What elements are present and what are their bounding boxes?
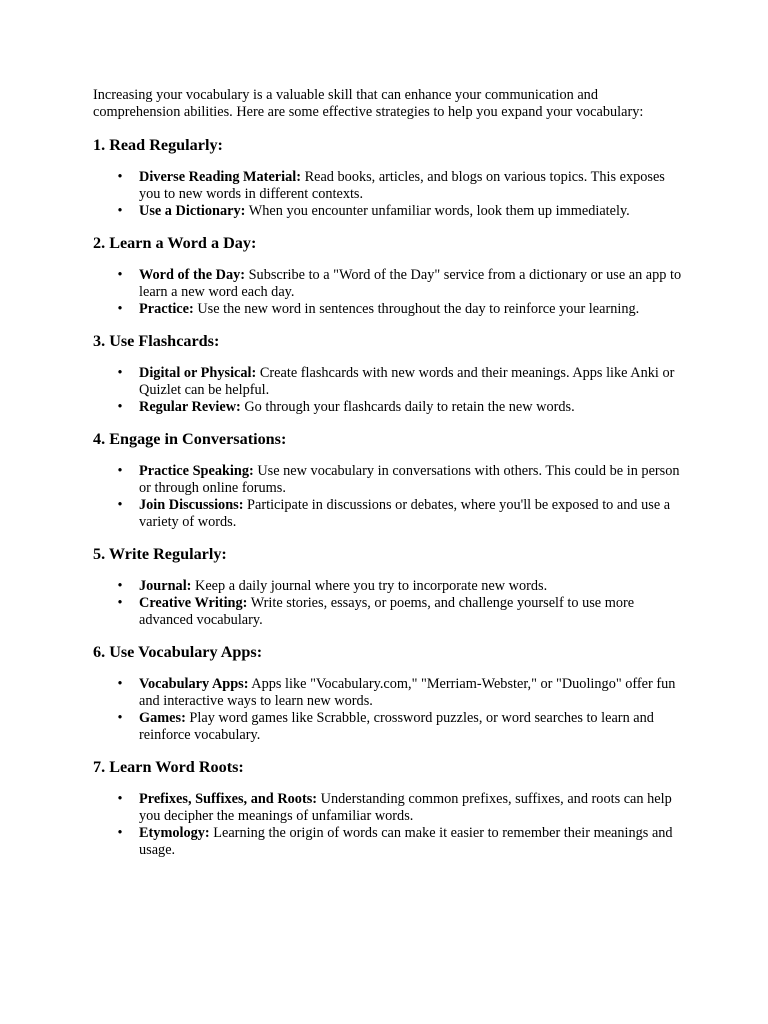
item-term: Prefixes, Suffixes, and Roots: [139,791,318,807]
list-item [93,301,683,318]
bullet-icon: • [117,497,123,513]
section-write-regularly [93,544,683,629]
item-text: Learning the origin of words can make it easier to remember their meanings and usage. [139,825,673,858]
bullet-icon: • [117,399,123,415]
bullet-list [93,463,683,531]
bullet-icon: • [117,267,123,283]
section-read-regularly [93,135,683,220]
item-text: Go through your flashcards daily to retain the new words. [240,399,575,415]
section-use-flashcards [93,331,683,416]
bullet-icon: • [117,791,123,807]
bullet-icon: • [117,595,123,611]
list-item [93,710,683,744]
item-term: Practice: [139,301,194,317]
item-term: Digital or Physical: [139,365,257,381]
item-text: Apps like "Vocabulary.com," "Merriam-Webster," or "Duolingo" offer fun and interactive ways to learn new words. [139,676,676,709]
item-text: Subscribe to a "Word of the Day" service from a dictionary or use an app to learn a new word each day. [139,267,682,300]
item-term: Use a Dictionary: [139,203,246,219]
intro-paragraph: Increasing your vocabulary is a valuable skill that can enhance your communication and comprehension abilities. Here are some effective strategies to help you expand your vocabulary: [93,87,644,120]
item-term: Etymology: [139,825,210,841]
bullet-list [93,169,683,220]
list-item [93,203,683,220]
item-text: Write stories, essays, or poems, and challenge yourself to use more advanced vocabulary. [139,595,635,628]
item-term: Journal: [139,578,192,594]
item-term: Diverse Reading Material: [139,169,301,185]
section-heading: 2. Learn a Word a Day: [93,234,257,252]
section-heading: 4. Engage in Conversations: [93,430,287,448]
bullet-list [93,676,683,744]
list-item [93,267,683,301]
bullet-list [93,365,683,416]
list-item [93,463,683,497]
section-use-vocabulary-apps [93,642,683,744]
section-heading: 7. Learn Word Roots: [93,758,244,776]
list-item [93,497,683,531]
section-heading: 6. Use Vocabulary Apps: [93,643,263,661]
item-term: Join Discussions: [139,497,244,513]
list-item [93,578,683,595]
list-item [93,595,683,629]
bullet-icon: • [117,203,123,219]
section-engage-in-conversations [93,429,683,531]
section-learn-a-word-a-day [93,233,683,318]
bullet-icon: • [117,301,123,317]
list-item [93,169,683,203]
item-term: Regular Review: [139,399,241,415]
document-page [93,87,683,872]
list-item [93,365,683,399]
section-heading: 3. Use Flashcards: [93,332,220,350]
item-text: When you encounter unfamiliar words, look them up immediately. [245,203,630,219]
bullet-icon: • [117,676,123,692]
section-heading: 1. Read Regularly: [93,136,223,154]
item-text: Keep a daily journal where you try to incorporate new words. [191,578,548,594]
item-term: Creative Writing: [139,595,248,611]
bullet-list [93,578,683,629]
list-item [93,825,683,859]
section-heading: 5. Write Regularly: [93,545,227,563]
item-text: Use new vocabulary in conversations with others. This could be in person or through online forums. [139,463,680,496]
item-term: Practice Speaking: [139,463,254,479]
section-learn-word-roots [93,757,683,859]
bullet-icon: • [117,169,123,185]
item-text: Read books, articles, and blogs on various topics. This exposes you to new words in different contexts. [139,169,665,202]
bullet-icon: • [117,710,123,726]
bullet-list [93,267,683,318]
bullet-icon: • [117,463,123,479]
bullet-icon: • [117,578,123,594]
item-term: Vocabulary Apps: [139,676,249,692]
item-text: Play word games like Scrabble, crossword puzzles, or word searches to learn and reinforce vocabulary. [139,710,654,743]
bullet-list [93,791,683,859]
list-item [93,399,683,416]
item-text: Participate in discussions or debates, where you'll be exposed to and use a variety of words. [139,497,671,530]
bullet-icon: • [117,365,123,381]
bullet-icon: • [117,825,123,841]
list-item [93,791,683,825]
list-item [93,676,683,710]
item-text: Use the new word in sentences throughout the day to reinforce your learning. [193,301,640,317]
item-text: Understanding common prefixes, suffixes, and roots can help you decipher the meanings of unfamiliar words. [139,791,672,824]
item-text: Create flashcards with new words and their meanings. Apps like Anki or Quizlet can be helpful. [139,365,675,398]
item-term: Games: [139,710,186,726]
item-term: Word of the Day: [139,267,246,283]
